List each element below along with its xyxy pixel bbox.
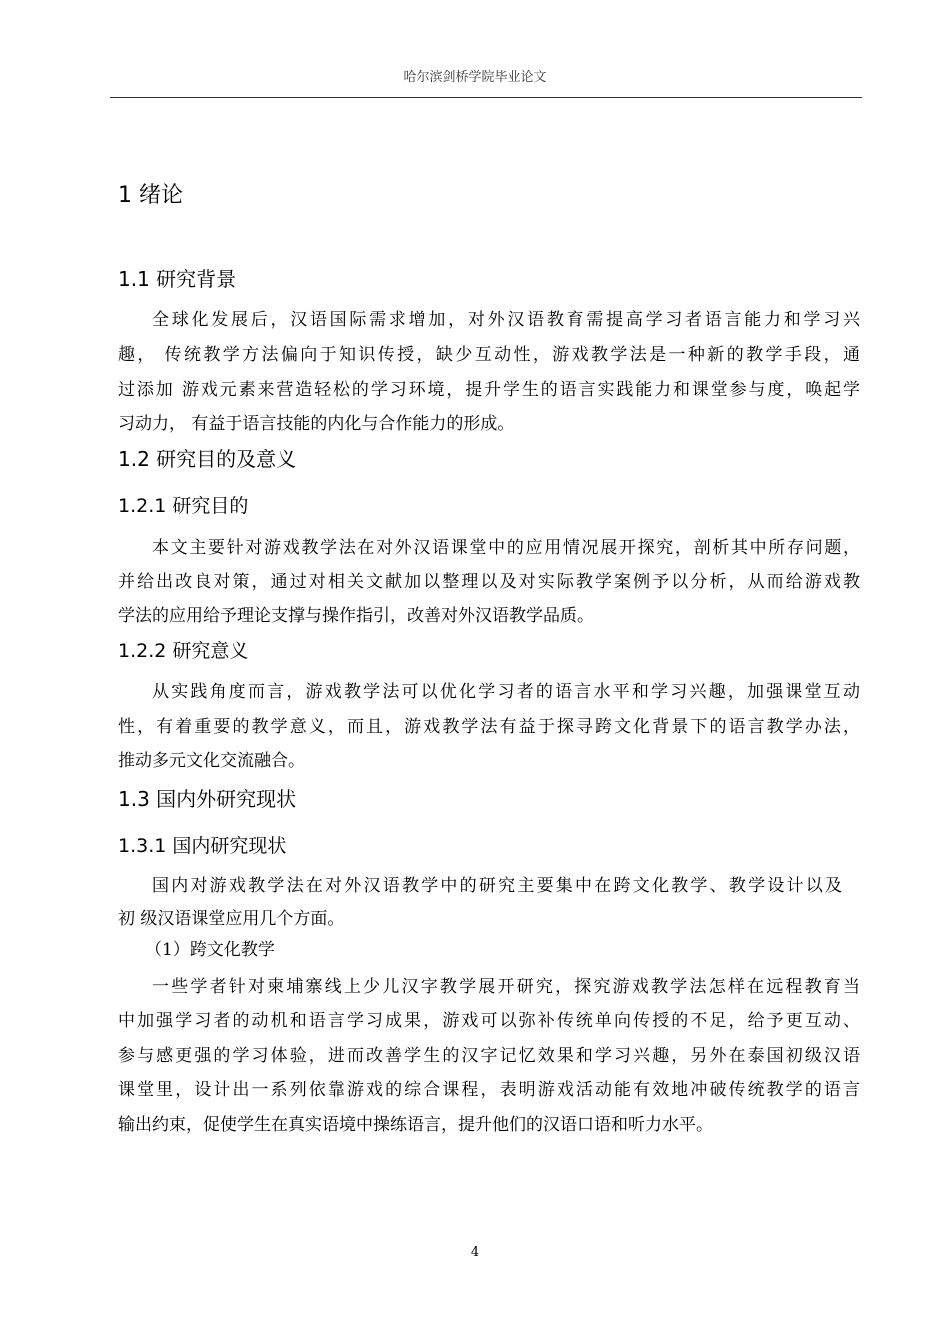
paragraph-line: 全球化发展后，汉语国际需求增加，对外汉语教育需提高学习者语言能力和学习兴 — [152, 310, 860, 330]
paragraph-line: 本文主要针对游戏教学法在对外汉语课堂中的应用情况展开探究，剖析其中所存问题， — [152, 538, 860, 558]
paragraph-line: 课堂里，设计出一系列依靠游戏的综合课程，表明游戏活动能有效地冲破传统教学的语言 — [118, 1080, 860, 1100]
subsection-heading-1-2-2: 1.2.2 研究意义 — [118, 640, 249, 662]
paragraph-line: 国内对游戏教学法在对外汉语教学中的研究主要集中在跨文化教学、教学设计以及 — [152, 876, 842, 896]
paragraph-line: 初 级汉语课堂应用几个方面。 — [118, 909, 345, 929]
chapter-heading: 1 绪论 — [118, 183, 183, 208]
section-heading-1-3: 1.3 国内外研究现状 — [118, 787, 297, 811]
paragraph-line: 中加强学习者的动机和语言学习成果，游戏可以弥补传统单向传授的不足，给予更互动、 — [118, 1011, 860, 1031]
page-number: 4 — [470, 1245, 480, 1260]
paragraph-line: 习动力， 有益于语言技能的内化与合作能力的形成。 — [118, 414, 515, 434]
paragraph-line: 性，有着重要的教学意义，而且，游戏教学法有益于探寻跨文化背景下的语言教学办法， — [118, 717, 860, 737]
paragraph-line: 过添加 游戏元素来营造轻松的学习环境，提升学生的语言实践能力和课堂参与度，唤起学 — [118, 380, 860, 400]
running-header: 哈尔滨剑桥学院毕业论文 — [403, 70, 547, 85]
section-heading-1-1: 1.1 研究背景 — [118, 267, 237, 291]
subsection-heading-1-3-1: 1.3.1 国内研究现状 — [118, 835, 287, 857]
paragraph-line: 输出约束，促使学生在真实语境中操练语言，提升他们的汉语口语和听力水平。 — [118, 1115, 713, 1135]
paragraph-line: 并给出改良对策，通过对相关文献加以整理以及对实际教学案例予以分析，从而给游戏教 — [118, 572, 860, 592]
paragraph-line: 推动多元文化交流融合。 — [118, 751, 305, 771]
paragraph-line: 一些学者针对柬埔寨线上少儿汉字教学展开研究，探究游戏教学法怎样在远程教育当 — [152, 977, 860, 997]
paragraph-line: 学法的应用给予理论支撑与操作指引，改善对外汉语教学品质。 — [118, 606, 594, 626]
list-item-heading: （1）跨文化教学 — [145, 940, 275, 960]
paragraph-line: 趣， 传统教学方法偏向于知识传授，缺少互动性，游戏教学法是一种新的教学手段，通 — [118, 345, 860, 365]
header-rule — [110, 97, 862, 98]
subsection-heading-1-2-1: 1.2.1 研究目的 — [118, 495, 249, 517]
paragraph-line: 参与感更强的学习体验，进而改善学生的汉字记忆效果和学习兴趣，另外在泰国初级汉语 — [118, 1046, 860, 1066]
paragraph-line: 从实践角度而言，游戏教学法可以优化学习者的语言水平和学习兴趣，加强课堂互动 — [152, 682, 860, 702]
section-heading-1-2: 1.2 研究目的及意义 — [118, 447, 297, 471]
